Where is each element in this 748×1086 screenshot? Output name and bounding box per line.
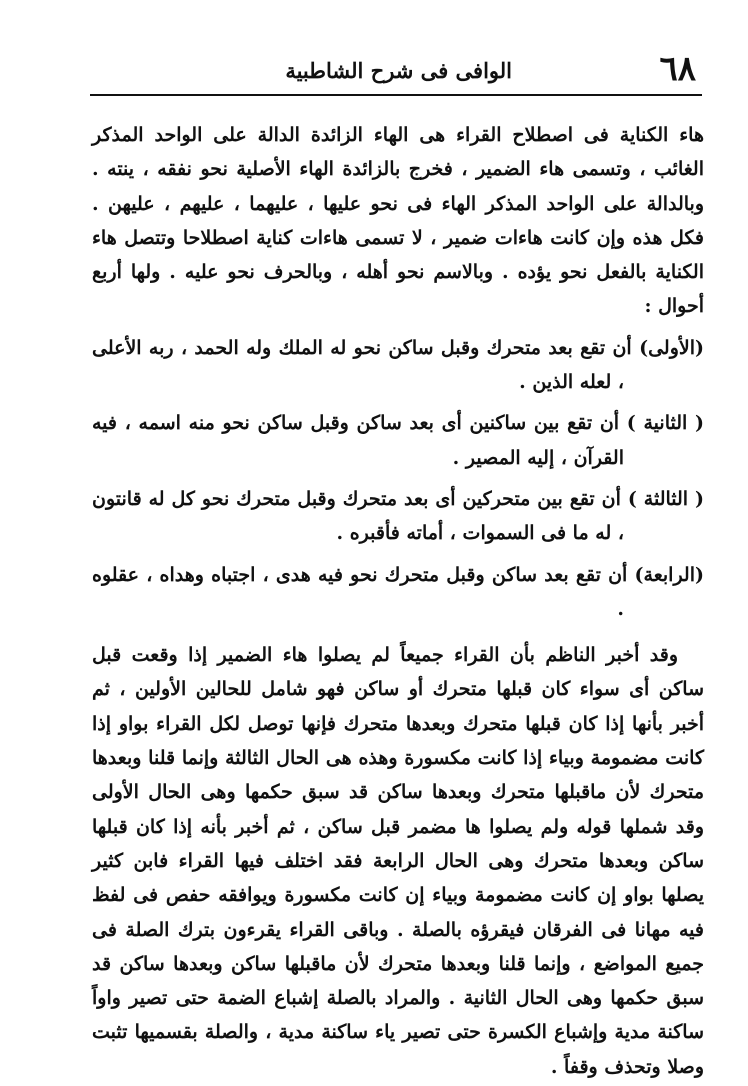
intro-paragraph: هاء الكناية فى اصطلاح القراء هى الهاء الزائدة الدالة على الواحد المذكر الغائب ، وتسمى هاء الضمير ، فخرج بالزائدة الهاء الأصلية نحو نفقه ، ينته . وبالدالة على الواحد المذكر الهاء فى نحو عليها ، عليهما ، عليهم ، عليهن . فكل هذه وإن كانت هاءات ضمير ، لا تسمى هاءات كناية اصطلاحا وتتصل هاء الكناية بالفعل نحو يؤده . وبالاسم نحو أهله ، وبالحرف نحو عليه . ولها أربع أحوال : bbox=[92, 124, 704, 318]
state-label: (الرابعة) bbox=[634, 563, 704, 586]
page-header bbox=[90, 48, 702, 96]
state-label: ( الثانية ) bbox=[626, 412, 704, 435]
state-second bbox=[92, 406, 704, 475]
state-text: أن تقع بين ساكنين أى بعد ساكن وقبل ساكن نحو منه اسمه ، فيه القرآن ، إليه المصير . bbox=[92, 412, 624, 469]
state-label: (الأولى) bbox=[639, 336, 704, 359]
state-first bbox=[92, 331, 704, 400]
state-text: أن تقع بعد متحرك وقبل ساكن نحو له الملك وله الحمد ، ربه الأعلى ، لعله الذين . bbox=[92, 336, 632, 394]
running-title: الوافى فى شرح الشاطبية bbox=[285, 58, 512, 83]
explanation-paragraph: وقد أخبر الناظم بأن القراء جميعاً لم يصلوا هاء الضمير إذا وقعت قبل ساكن أى سواء كان قبلها متحرك أو ساكن فهو شامل للحالين الأولين ، ثم أخبر بأنها إذا كان قبلها متحرك وبعدها متحرك فإنها توصل لكل القراء بواو إذا كانت مضمومة وبياء إذا كانت مكسورة وهذه هى الحال الثالثة وإنما قلنا وبعدها متحرك لأن ماقبلها متحرك وبعدها ساكن قد سبق حكمها وهى الحال الأولى وقد شملها قوله ولم يصلوا ها مضمر قبل ساكن ، ثم أخبر بأنه إذا كان قبلها ساكن وبعدها متحرك وهى الحال الرابعة فقد اختلف فيها القراء فابن كثير يصلها بواو إن كانت مضمومة وبياء إن كانت مكسورة ويوافقه حفص فى لفظ فيه مهانا فى الفرقان فيقرؤه بالصلة . وباقى القراء يقرءون بترك الصلة فى جميع المواضع ، وإنما قلنا وبعدها متحرك لأن ماقبلها ساكن وبعدها ساكن قد سبق حكمها وهى الحال الثانية . والمراد بالصلة إشباع الضمة حتى تصير واواً ساكنة مدية وإشباع الكسرة حتى تصير ياء ساكنة مدية ، والصلة بقسميها تثبت وصلا وتحذف وقفاً . bbox=[92, 644, 704, 1078]
page-number: ٦٨ bbox=[659, 49, 696, 89]
state-third bbox=[92, 482, 704, 551]
state-text: أن تقع بعد ساكن وقبل متحرك نحو فيه هدى ، اجتباه وهداه ، عقلوه . bbox=[92, 563, 628, 620]
state-fourth bbox=[92, 558, 704, 627]
state-text: أن تقع بين متحركين أى بعد متحرك وقبل متحرك نحو كل له قانتون ، له ما فى السموات ، أماته فأقبره . bbox=[92, 487, 624, 545]
page-body bbox=[92, 118, 704, 1084]
state-label: ( الثالثة ) bbox=[627, 487, 704, 510]
